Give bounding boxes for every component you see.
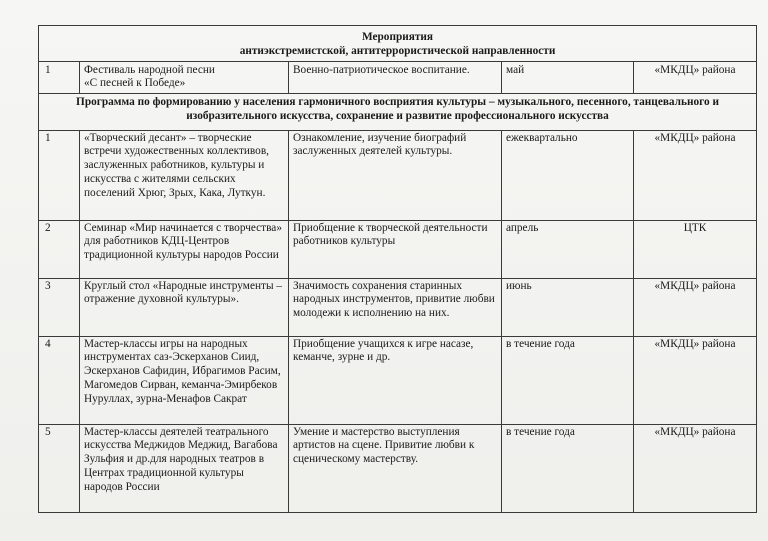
responsible-cell: «МКДЦ» района: [634, 61, 757, 94]
section1-title: Мероприятия антиэкстремистской, антитеррористической направленности: [39, 26, 757, 62]
table-row: [39, 61, 757, 94]
row-number: 1: [39, 61, 80, 94]
goal-cell: Военно-патриотическое воспитание.: [289, 61, 502, 94]
responsible-cell: «МКДЦ» района: [634, 336, 757, 424]
date-cell: в течение года: [502, 336, 634, 424]
row-number: 1: [39, 130, 80, 220]
section2-title: Программа по формированию у населения гармоничного восприятия культуры – музыкального, песенного, танцевального и изобразительного искусства, сохранение и развитие профессионального искусства: [39, 94, 757, 131]
event-cell: «Творческий десант» – творческие встречи художественных коллективов, заслуженных работников, культуры и искусства с жителями сельских поселений Хрюг, Зрых, Кака, Луткун.: [80, 130, 289, 220]
row-number: 5: [39, 424, 80, 512]
responsible-cell: ЦТК: [634, 220, 757, 278]
event-cell: Мастер-классы деятелей театрального искусства Меджидов Меджид, Вагабова Зульфия и др.для народных театров в Центрах традиционной культуры народов России: [80, 424, 289, 512]
table-row: [39, 220, 757, 278]
date-cell: ежеквартально: [502, 130, 634, 220]
event-cell: Мастер-классы игры на народных инструментах саз-Эскерханов Сиид, Эскерханов Сафидин, Ибрагимов Расим, Магомедов Сирван, кеманча-Эмирбеков Нуруллах, зурна-Менафов Сакрат: [80, 336, 289, 424]
section1-header-row: [39, 26, 757, 62]
date-cell: июнь: [502, 278, 634, 336]
goal-cell: Приобщение учащихся к игре насазе, кеманче, зурне и др.: [289, 336, 502, 424]
goal-cell: Ознакомление, изучение биографий заслуженных деятелей культуры.: [289, 130, 502, 220]
events-table: [38, 25, 757, 513]
date-cell: в течение года: [502, 424, 634, 512]
section2-header-row: [39, 94, 757, 131]
table-row: [39, 130, 757, 220]
row-number: 2: [39, 220, 80, 278]
row-number: 4: [39, 336, 80, 424]
table-row: [39, 278, 757, 336]
event-cell: Семинар «Мир начинается с творчества» для работников КДЦ-Центров традиционной культуры народов России: [80, 220, 289, 278]
event-cell: Фестиваль народной песни «С песней к Победе»: [80, 61, 289, 94]
date-cell: апрель: [502, 220, 634, 278]
date-cell: май: [502, 61, 634, 94]
responsible-cell: «МКДЦ» района: [634, 278, 757, 336]
goal-cell: Умение и мастерство выступления артистов на сцене. Привитие любви к сценическому мастерству.: [289, 424, 502, 512]
table-row: [39, 424, 757, 512]
responsible-cell: «МКДЦ» района: [634, 130, 757, 220]
table-row: [39, 336, 757, 424]
goal-cell: Значимость сохранения старинных народных инструментов, привитие любви молодежи к исполнению на них.: [289, 278, 502, 336]
responsible-cell: «МКДЦ» района: [634, 424, 757, 512]
event-cell: Круглый стол «Народные инструменты – отражение духовной культуры».: [80, 278, 289, 336]
goal-cell: Приобщение к творческой деятельности работников культуры: [289, 220, 502, 278]
row-number: 3: [39, 278, 80, 336]
